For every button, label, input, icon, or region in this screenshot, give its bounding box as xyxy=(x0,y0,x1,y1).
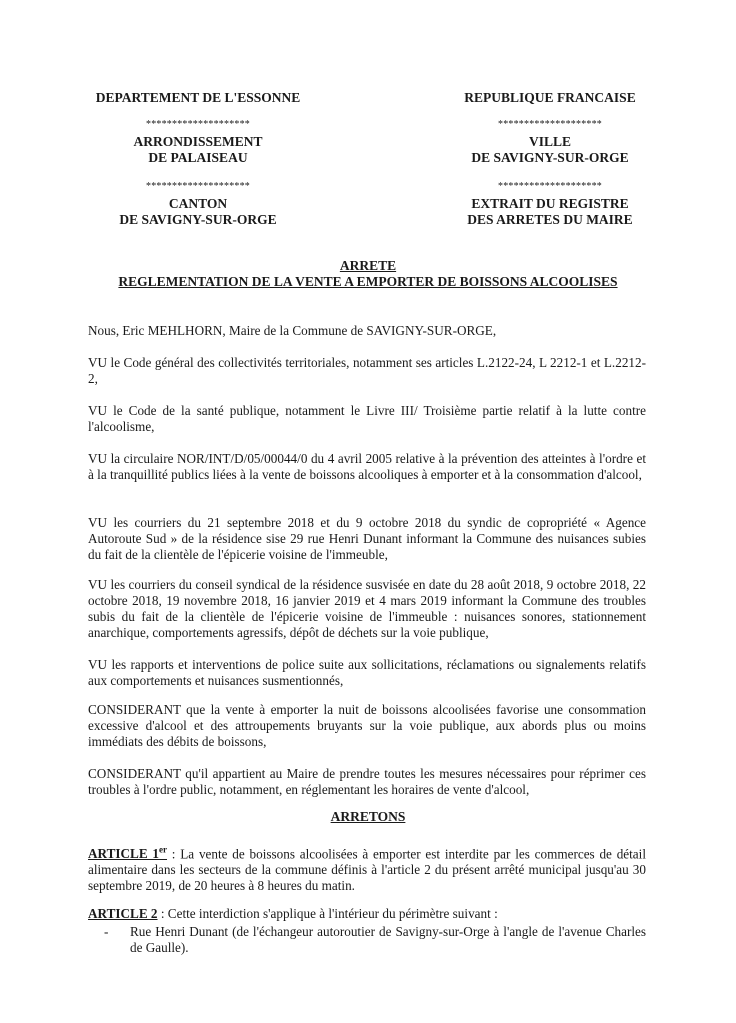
article-1 xyxy=(88,842,646,894)
article-1-sup: er xyxy=(159,845,168,855)
article-2-text: : Cette interdiction s'applique à l'intérieur du périmètre suivant : xyxy=(160,906,498,921)
separator-stars: ******************** xyxy=(498,181,602,192)
republic-name: REPUBLIQUE FRANCAISE xyxy=(464,90,636,105)
ville-line2: DE SAVIGNY-SUR-ORGE xyxy=(471,150,629,165)
arretons-heading: ARRETONS xyxy=(330,809,406,824)
paragraph-vu-circulaire: VU la circulaire NOR/INT/D/05/00044/0 du 4 avril 2005 relative à la prévention des atteintes à l'ordre et à la tranquillité publics liées à la vente de boissons alcooliques à emporter et à la consommation d'alcool, xyxy=(88,451,646,482)
registre-line2: DES ARRETES DU MAIRE xyxy=(467,212,633,227)
arrondissement-line2: DE PALAISEAU xyxy=(148,150,248,165)
article-2 xyxy=(88,906,646,922)
paragraph-considerant-1: CONSIDERANT que la vente à emporter la nuit de boissons alcoolisées favorise une consommation excessive d'alcool et des attroupements bruyants sur la voie publique, aux abords plus ou moins immédiats des débits de boissons, xyxy=(88,702,646,749)
ville-line1: VILLE xyxy=(528,134,572,149)
dash-bullet: - xyxy=(104,924,109,939)
paragraph-vu-police: VU les rapports et interventions de police suite aux sollicitations, réclamations ou signalements relatifs aux comportements et nuisances susmentionnés, xyxy=(88,657,646,688)
separator-stars: ******************** xyxy=(146,181,250,192)
paragraph-vu-syndic: VU les courriers du 21 septembre 2018 et du 9 octobre 2018 du syndic de copropriété « Agence Autoroute Sud » de la résidence sise 29 rue Henri Dunant informant la Commune des nuisances subies du fait de la clientèle de l'épicerie voisine de l'immeuble, xyxy=(88,515,646,562)
document-title xyxy=(0,258,736,290)
header-left xyxy=(80,90,316,228)
canton-line2: DE SAVIGNY-SUR-ORGE xyxy=(119,212,277,227)
canton-line1: CANTON xyxy=(168,196,228,211)
list-item xyxy=(104,924,646,956)
article-1-label: ARTICLE 1er xyxy=(88,845,168,862)
paragraph-vu-sante: VU le Code de la santé publique, notamment le Livre III/ Troisième partie relatif à la lutte contre l'alcoolisme, xyxy=(88,403,646,434)
article-2-label: ARTICLE 2 xyxy=(88,906,158,921)
department-name: DEPARTEMENT DE L'ESSONNE xyxy=(95,90,301,105)
separator-stars: ******************** xyxy=(146,119,250,130)
paragraph-vu-conseil: VU les courriers du conseil syndical de la résidence susvisée en date du 28 août 2018, 9 octobre 2018, 22 octobre 2018, 19 novembre 2018, 16 janvier 2019 et 4 mars 2019 informant la Commune des troubles subis du fait de la clientèle de l'épicerie voisine de l'immeuble : nuisances sonores, stationnement anarchique, comportements agressifs, dépôt de déchets sur la voie publique, xyxy=(88,577,646,640)
paragraph-mayor: Nous, Eric MEHLHORN, Maire de la Commune de SAVIGNY-SUR-ORGE, xyxy=(88,323,497,338)
paragraph-vu-cgct: VU le Code général des collectivités territoriales, notamment ses articles L.2122-24, L 2212-1 et L.2212-2, xyxy=(88,355,646,386)
registre-line1: EXTRAIT DU REGISTRE xyxy=(471,196,629,211)
title-line1: ARRETE xyxy=(339,258,397,273)
header-right xyxy=(432,90,668,228)
arrondissement-line1: ARRONDISSEMENT xyxy=(133,134,263,149)
title-line2: REGLEMENTATION DE LA VENTE A EMPORTER DE BOISSONS ALCOOLISES xyxy=(118,274,618,289)
article-1-text: : La vente de boissons alcoolisées à emporter est interdite par les commerces de détail alimentaire dans les secteurs de la commune définis à l'article 2 du présent arrêté municipal jusqu'au 30 septembre 2019, de 20 heures à 8 heures du matin. xyxy=(88,846,646,894)
paragraph-considerant-2: CONSIDERANT qu'il appartient au Maire de prendre toutes les mesures nécessaires pour réprimer ces troubles à l'ordre public, notamment, en réglementant les horaires de vente d'alcool, xyxy=(88,766,646,797)
separator-stars: ******************** xyxy=(498,119,602,130)
list-item-text: Rue Henri Dunant (de l'échangeur autoroutier de Savigny-sur-Orge à l'angle de l'avenue Charles de Gaulle). xyxy=(130,924,646,955)
